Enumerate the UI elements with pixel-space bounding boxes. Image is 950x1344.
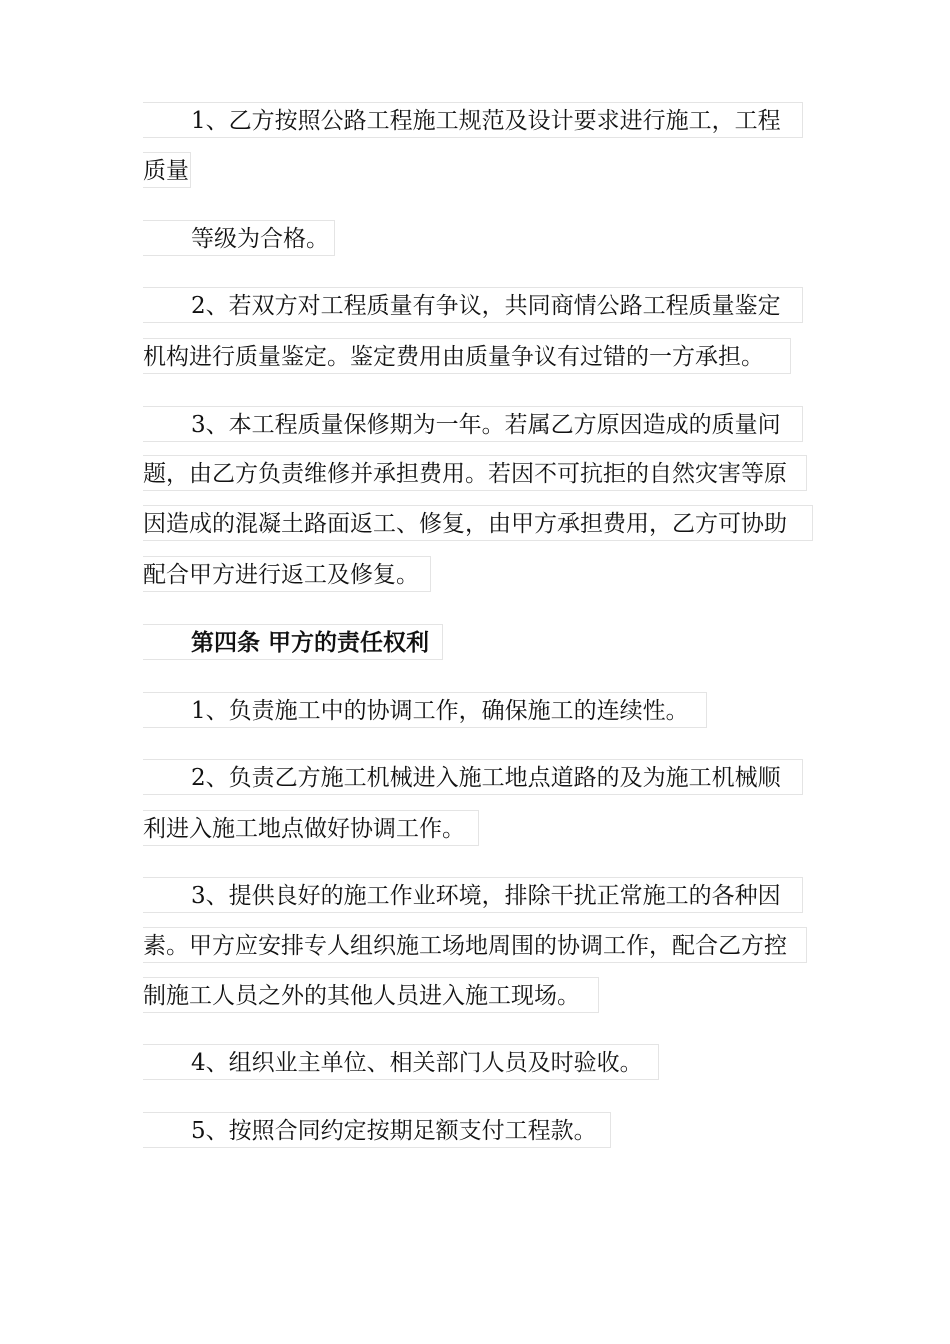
clause-3-item-3-line-1: 3、本工程质量保修期为一年。若属乙方原因造成的质量问 bbox=[143, 406, 803, 442]
clause-3-item-3-line-3: 因造成的混凝土路面返工、修复，由甲方承担费用，乙方可协助 bbox=[143, 505, 813, 541]
clause-3-item-1-line-2: 质量 bbox=[143, 152, 191, 188]
clause-3-item-1-line-3: 等级为合格。 bbox=[143, 220, 335, 256]
clause-4-item-5: 5、按照合同约定按期足额支付工程款。 bbox=[143, 1112, 611, 1148]
clause-4-item-1: 1、负责施工中的协调工作，确保施工的连续性。 bbox=[143, 692, 707, 728]
clause-3-item-2-line-1: 2、若双方对工程质量有争议，共同商情公路工程质量鉴定 bbox=[143, 287, 803, 323]
clause-4-item-2-line-2: 利进入施工地点做好协调工作。 bbox=[143, 810, 479, 846]
clause-4-heading: 第四条 甲方的责任权利 bbox=[143, 624, 443, 660]
clause-4-item-3-line-2: 素。甲方应安排专人组织施工场地周围的协调工作，配合乙方控 bbox=[143, 927, 807, 963]
clause-4-item-3-line-3: 制施工人员之外的其他人员进入施工现场。 bbox=[143, 977, 599, 1013]
clause-3-item-3-line-2: 题，由乙方负责维修并承担费用。若因不可抗拒的自然灾害等原 bbox=[143, 455, 807, 491]
clause-3-item-1-line-1: 1、乙方按照公路工程施工规范及设计要求进行施工，工程 bbox=[143, 102, 803, 138]
clause-4-item-2-line-1: 2、负责乙方施工机械进入施工地点道路的及为施工机械顺 bbox=[143, 759, 803, 795]
clause-4-item-4: 4、组织业主单位、相关部门人员及时验收。 bbox=[143, 1044, 659, 1080]
clause-4-item-3-line-1: 3、提供良好的施工作业环境，排除干扰正常施工的各种因 bbox=[143, 877, 803, 913]
clause-3-item-3-line-4: 配合甲方进行返工及修复。 bbox=[143, 556, 431, 592]
clause-3-item-2-line-2: 机构进行质量鉴定。鉴定费用由质量争议有过错的一方承担。 bbox=[143, 338, 791, 374]
